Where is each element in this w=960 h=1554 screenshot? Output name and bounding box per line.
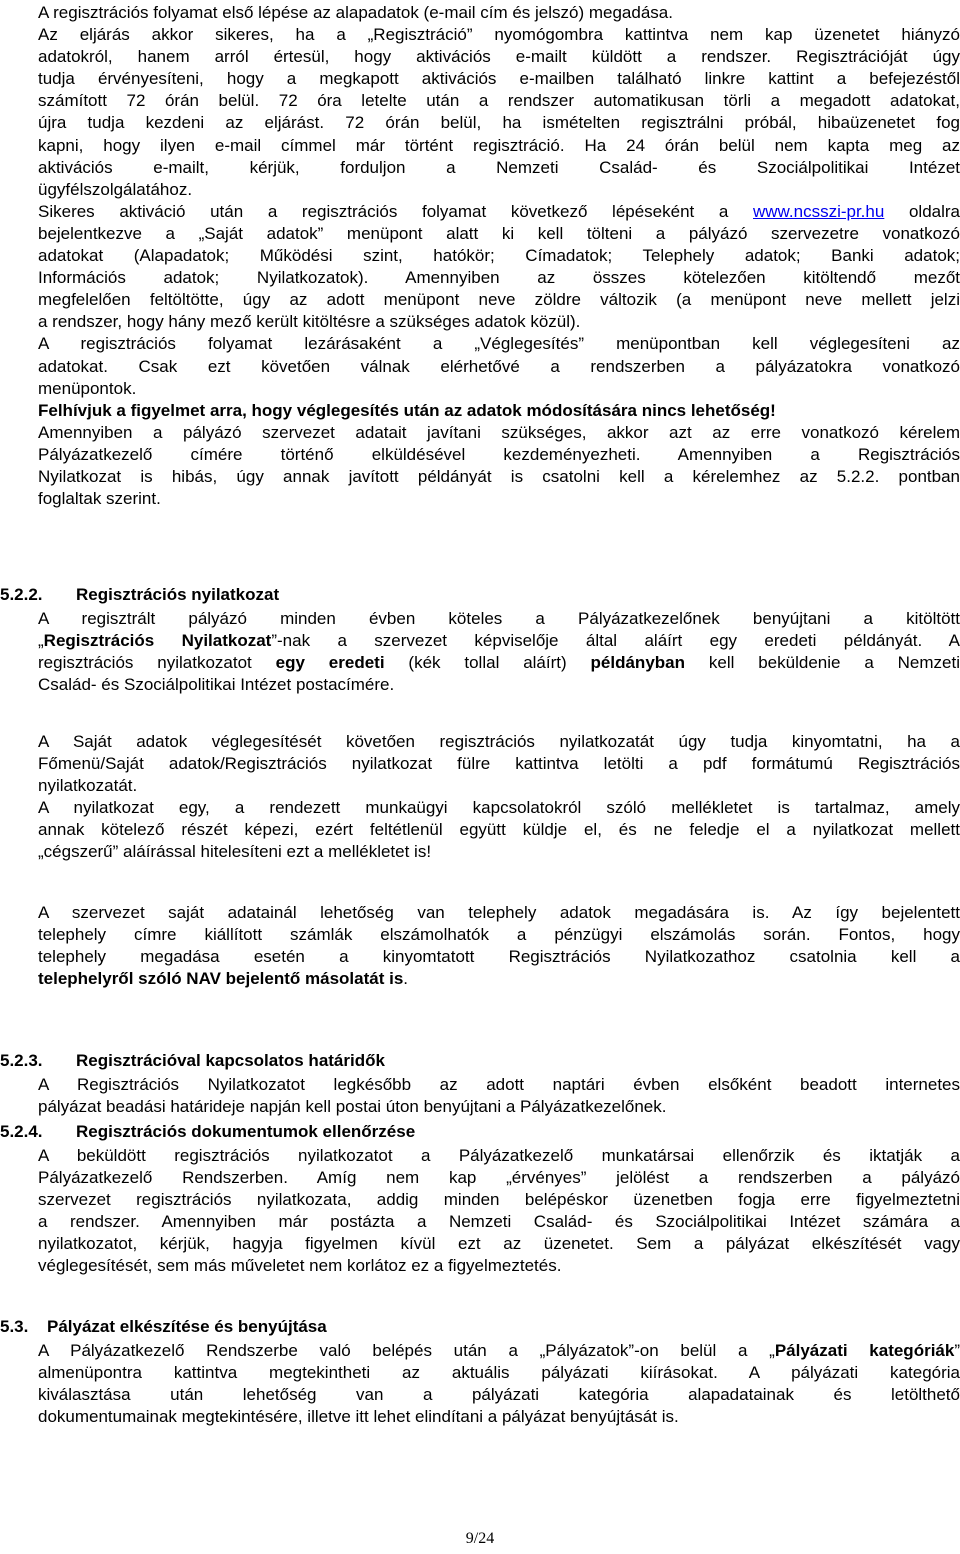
text-line: a rendszer. Amennyiben már postázta a Nemzeti Család- és Szociálpolitikai Intézet számára a	[38, 1212, 960, 1232]
section-heading-5-2-3	[0, 1050, 385, 1072]
section-heading-5-2-2	[0, 584, 279, 606]
text-segment: „	[38, 631, 44, 651]
section-5-2-2-body-3	[38, 902, 960, 990]
text-line: A nyilatkozat egy, a rendezett munkaügyi kapcsolatokról szóló mellékletet is tartalmaz, amely	[38, 798, 960, 818]
text-line: pályázat beadási határideje napján kell postai úton benyújtani a Pályázatkezelőnek.	[38, 1097, 667, 1117]
text-segment: regisztrációs nyilatkozatot	[38, 653, 276, 673]
text-line: A regisztrációs folyamat első lépése az alapadatok (e-mail cím és jelszó) megadása.	[38, 3, 673, 22]
registration-intro-block	[38, 2, 960, 510]
text-segment: (kék tollal aláírt)	[384, 653, 591, 673]
text-line: nyilatkozatot, kérjük, hagyja figyelmen kívül ezt az üzenetet. Sem a pályázat elkészítését vagy	[38, 1234, 960, 1254]
text-line: Nyilatkozat is hibás, úgy annak javított példányát is csatolni kell a kérelemhez az 5.2.2. pontban	[38, 466, 960, 486]
section-5-2-3-body	[38, 1074, 960, 1118]
text-line: tudja érvényesíteni, hogy a megkapott aktivációs e-mailben található linkre kattint a befejezéstől	[38, 69, 960, 89]
text-segment: kell beküldenie a Nemzeti	[685, 653, 960, 673]
text-line: annak kötelező részét képezi, ezért feltétlenül együtt küldje el, és ne feledje el a nyilatkozat mellett	[38, 820, 960, 840]
text-line: ügyfélszolgálatához.	[38, 179, 193, 199]
text-segment: Regisztrációs Nyilatkozat	[43, 631, 272, 651]
warning-text: Felhívjuk a figyelmet arra, hogy véglegesítés után az adatok módosítására nincs lehetőség!	[38, 400, 776, 420]
text-segment: Pályázati kategóriák	[774, 1341, 955, 1360]
section-number: 5.2.3.	[0, 1051, 43, 1070]
section-title: Regisztrációs nyilatkozat	[76, 585, 280, 604]
section-title: Pályázat elkészítése és benyújtása	[47, 1317, 327, 1336]
text-line: adatokról, hanem arról értesül, hogy aktivációs e-mailt küldött a rendszer. Regisztrációját úgy	[38, 47, 960, 67]
text-line: A szervezet saját adatainál lehetőség van telephely adatok megadására is. Az így bejelentett	[38, 903, 960, 922]
section-5-2-2-body-1	[38, 608, 960, 696]
text-line: Pályázatkezelő Rendszerben. Amíg nem kap „érvényes” jelölést a rendszerben a pályázó	[38, 1168, 960, 1188]
text-segment: A Pályázatkezelő Rendszerbe való belépés után a „Pályázatok”-on belül a „	[38, 1341, 775, 1360]
text-line: a rendszer, hogy hány mező került kitöltésre a szükséges adatok közül).	[38, 312, 581, 332]
text-line: A regisztrációs folyamat lezárásaként a „Véglegesítés” menüpontban kell véglegesíteni az	[38, 334, 960, 354]
section-number: 5.3.	[0, 1317, 29, 1336]
text-line: kiválasztása után lehetőség van a pályázati kategória alapadatainak és letölthető	[38, 1385, 960, 1405]
text-line: Információs adatok; Nyilatkozatok). Amennyiben az összes kötelezően kitöltendő mezőt	[38, 268, 960, 288]
section-title: Regisztrációval kapcsolatos határidők	[76, 1051, 385, 1070]
text-line: szervezet regisztrációs nyilatkozata, addig minden belépéskor üzenetben fogja erre figyelmeztetni	[38, 1190, 960, 1210]
text-line: aktivációs e-mailt, kérjük, forduljon a Nemzeti Család- és Szociálpolitikai Intézet	[38, 157, 960, 177]
section-heading-5-2-4	[0, 1121, 415, 1143]
section-5-2-2-body-2	[38, 731, 960, 864]
text-segment: példányban	[590, 653, 685, 673]
text-line: A regisztrált pályázó minden évben köteles a Pályázatkezelőnek benyújtani a kitöltött	[38, 609, 960, 628]
text-line: Amennyiben a pályázó szervezet adatait javítani szükséges, akkor azt az erre vonatkozó kérelem	[38, 422, 960, 442]
text-line: megfelelően feltöltötte, úgy az adott menüpont neve zöldre változik (a menüpont neve mellett jelzi	[38, 290, 960, 310]
text-line: A Saját adatok véglegesítését követően regisztrációs nyilatkozatát úgy tudja kinyomtatni, ha a	[38, 732, 960, 751]
text-line: „cégszerű” aláírással hitelesíteni ezt a mellékletet is!	[38, 842, 432, 862]
text-line: bejelentkezve a „Saját adatok” menüpont alatt ki kell tölteni a pályázó szervezetre vonatkozó	[38, 223, 960, 243]
text-segment: egy eredeti	[275, 653, 385, 673]
text-line: nyilatkozatát.	[38, 776, 138, 796]
text-segment: .	[403, 969, 409, 989]
text-line: Főmenü/Saját adatok/Regisztrációs nyilatkozat fülre kattintva letölti a pdf formátumú Regisztrációs	[38, 754, 960, 774]
text-line: Család- és Szociálpolitikai Intézet postacímére.	[38, 675, 395, 695]
text-segment: oldalra	[884, 201, 960, 221]
section-5-2-4-body	[38, 1145, 960, 1278]
text-segment: telephelyről szóló NAV bejelentő másolatát is	[38, 969, 404, 989]
text-line: A Regisztrációs Nyilatkozatot legkésőbb az adott naptári évben elsőként beadott internetes	[38, 1075, 960, 1094]
page-number: 9/24	[465, 1530, 495, 1547]
section-heading-5-3	[0, 1316, 327, 1338]
text-line: telephely megadása esetén a kinyomtatott Regisztrációs Nyilatkozathoz csatolnia kell a	[38, 947, 960, 967]
text-line	[38, 968, 960, 990]
text-line: Az eljárás akkor sikeres, ha a „Regisztráció” nyomógombra kattintva nem kap üzenetet hiányzó	[38, 25, 960, 45]
ncsszi-website-link[interactable]: www.ncsszi-pr.hu	[753, 201, 885, 221]
text-line: telephely címre kiállított számlák elszámolhatók a pénzügyi elszámolás során. Fontos, hogy	[38, 925, 960, 945]
text-segment: Sikeres aktiváció után a regisztrációs folyamat következő lépéseként a	[38, 201, 753, 221]
text-line	[38, 201, 960, 223]
text-line: menüpontok.	[38, 378, 137, 398]
text-line	[38, 630, 960, 652]
text-line	[38, 1340, 960, 1362]
text-line: újra tudja kezdeni az eljárást. 72 órán belül, ha ismételten regisztrálni próbál, hibaüzenetet fog	[38, 113, 960, 133]
text-line: almenüpontra kattintva megtekintheti az aktuális pályázati kiírásokat. A pályázati kategória	[38, 1363, 960, 1383]
text-line: számított 72 órán belül. 72 óra letelte után a rendszer automatikusan törli a megadott adatokat,	[38, 91, 960, 111]
text-line: véglegesítését, sem más műveletet nem korlátoz ez a figyelmeztetés.	[38, 1256, 562, 1276]
text-line: foglaltak szerint.	[38, 489, 161, 509]
text-line: Pályázatkezelő címére történő elküldésével kezdeményezheti. Amennyiben a Regisztrációs	[38, 444, 960, 464]
text-line	[38, 652, 960, 674]
text-segment: ”	[954, 1341, 960, 1360]
text-segment: ”-nak a szervezet képviselője által aláírt egy eredeti példányát. A	[271, 631, 960, 651]
text-line: A beküldött regisztrációs nyilatkozatot a Pályázatkezelő munkatársai ellenőrzik és iktatják a	[38, 1146, 960, 1165]
text-line: adatokat. Csak ezt követően válnak elérhetővé a rendszerben a pályázatokra vonatkozó	[38, 356, 960, 376]
section-number: 5.2.4.	[0, 1122, 43, 1141]
text-line: dokumentumainak megtekintésére, illetve itt lehet elindítani a pályázat benyújtását is.	[38, 1407, 679, 1427]
text-line: adatokat (Alapadatok; Működési szint, hatókör; Címadatok; Telephely adatok; Banki adatok;	[38, 246, 960, 266]
text-line: kapni, hogy ilyen e-mail címmel már történt regisztráció. Ha 24 órán belül nem kapta meg az	[38, 135, 960, 155]
section-number: 5.2.2.	[0, 585, 43, 604]
section-title: Regisztrációs dokumentumok ellenőrzése	[76, 1122, 416, 1141]
section-5-3-body	[38, 1340, 960, 1428]
